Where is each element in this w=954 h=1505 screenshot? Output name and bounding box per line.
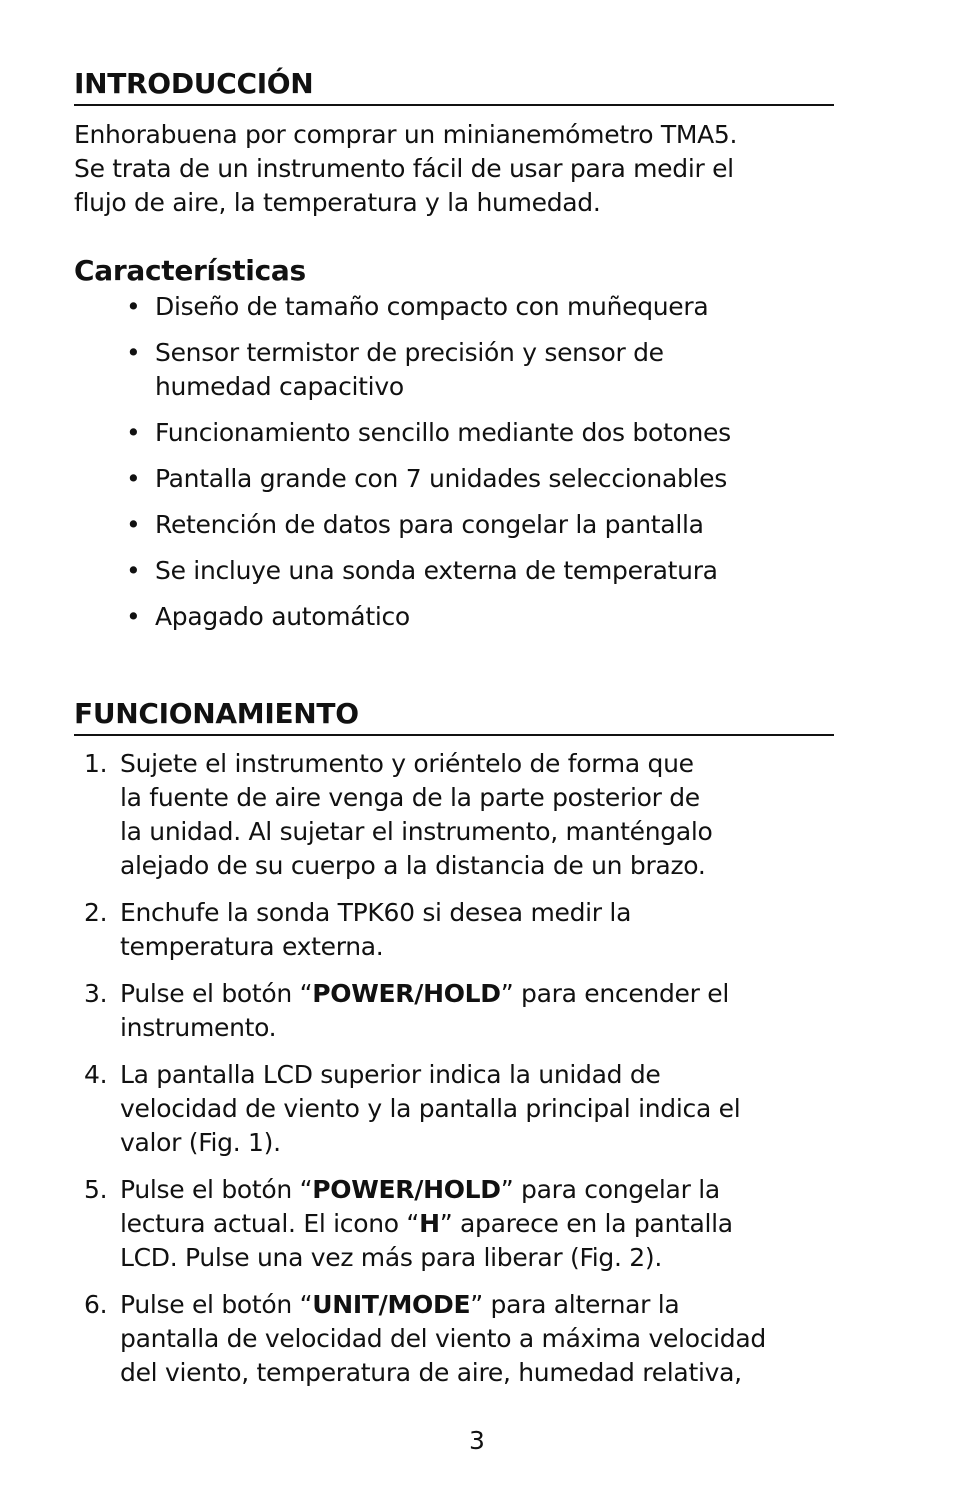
step-line: temperatura externa. [120,932,384,961]
step-line: velocidad de viento y la pantalla principal indica el [120,1094,741,1123]
step-number: 4. [84,1060,108,1089]
step-item [84,896,844,964]
button-name: POWER/HOLD [312,979,501,1008]
features-list [126,290,826,646]
step-item [84,1058,844,1160]
feature-text: Se incluye una sonda externa de temperatura [155,556,718,585]
bullet-icon: • [126,464,141,493]
step-item [84,1288,844,1390]
step-line: Pulse el botón “POWER/HOLD” para congelar la [120,1175,720,1204]
step-item [84,747,844,883]
feature-text: Funcionamiento sencillo mediante dos botones [155,418,731,447]
step-line: Enchufe la sonda TPK60 si desea medir la [120,898,632,927]
step-number: 2. [84,898,108,927]
operation-heading: FUNCIONAMIENTO [74,696,834,736]
intro-heading: INTRODUCCIÓN [74,66,834,106]
step-line: lectura actual. El icono “H” aparece en la pantalla [120,1209,733,1238]
feature-text: Diseño de tamaño compacto con muñequera [155,292,709,321]
intro-paragraph [74,118,834,220]
feature-item [126,416,826,450]
step-number: 5. [84,1175,108,1204]
intro-line: Enhorabuena por comprar un minianemómetro TMA5. [74,120,738,149]
feature-text: Pantalla grande con 7 unidades seleccionables [155,464,727,493]
operation-steps [84,747,844,1403]
button-name: POWER/HOLD [312,1175,501,1204]
feature-item [126,600,826,634]
step-line: Pulse el botón “POWER/HOLD” para encender el [120,979,729,1008]
bullet-icon: • [126,510,141,539]
feature-text: Apagado automático [155,602,410,631]
feature-text: Sensor termistor de precisión y sensor de humedad capacitivo [155,338,664,401]
bullet-icon: • [126,292,141,321]
intro-line: flujo de aire, la temperatura y la humedad. [74,188,601,217]
bullet-icon: • [126,556,141,585]
feature-item [126,336,826,404]
bullet-icon: • [126,338,141,367]
step-line: la unidad. Al sujetar el instrumento, manténgalo [120,817,713,846]
bullet-icon: • [126,418,141,447]
step-line: Sujete el instrumento y oriéntelo de forma que [120,749,694,778]
intro-line: Se trata de un instrumento fácil de usar para medir el [74,154,734,183]
step-number: 3. [84,979,108,1008]
step-number: 1. [84,749,108,778]
hold-icon-label: H [419,1209,440,1238]
feature-item [126,290,826,324]
step-line: pantalla de velocidad del viento a máxima velocidad [120,1324,766,1353]
step-line: la fuente de aire venga de la parte posterior de [120,783,700,812]
step-item [84,977,844,1045]
feature-item [126,508,826,542]
feature-item [126,462,826,496]
page-number: 3 [469,1426,485,1455]
step-line: LCD. Pulse una vez más para liberar (Fig. 2). [120,1243,662,1272]
features-heading: Características [74,254,306,287]
step-item [84,1173,844,1275]
step-line: valor (Fig. 1). [120,1128,281,1157]
button-name: UNIT/MODE [312,1290,471,1319]
feature-item [126,554,826,588]
step-number: 6. [84,1290,108,1319]
step-line: del viento, temperatura de aire, humedad relativa, [120,1358,742,1387]
step-line: La pantalla LCD superior indica la unidad de [120,1060,661,1089]
step-line: instrumento. [120,1013,277,1042]
step-line: Pulse el botón “UNIT/MODE” para alternar la [120,1290,680,1319]
bullet-icon: • [126,602,141,631]
step-line: alejado de su cuerpo a la distancia de un brazo. [120,851,706,880]
feature-text: Retención de datos para congelar la pantalla [155,510,704,539]
